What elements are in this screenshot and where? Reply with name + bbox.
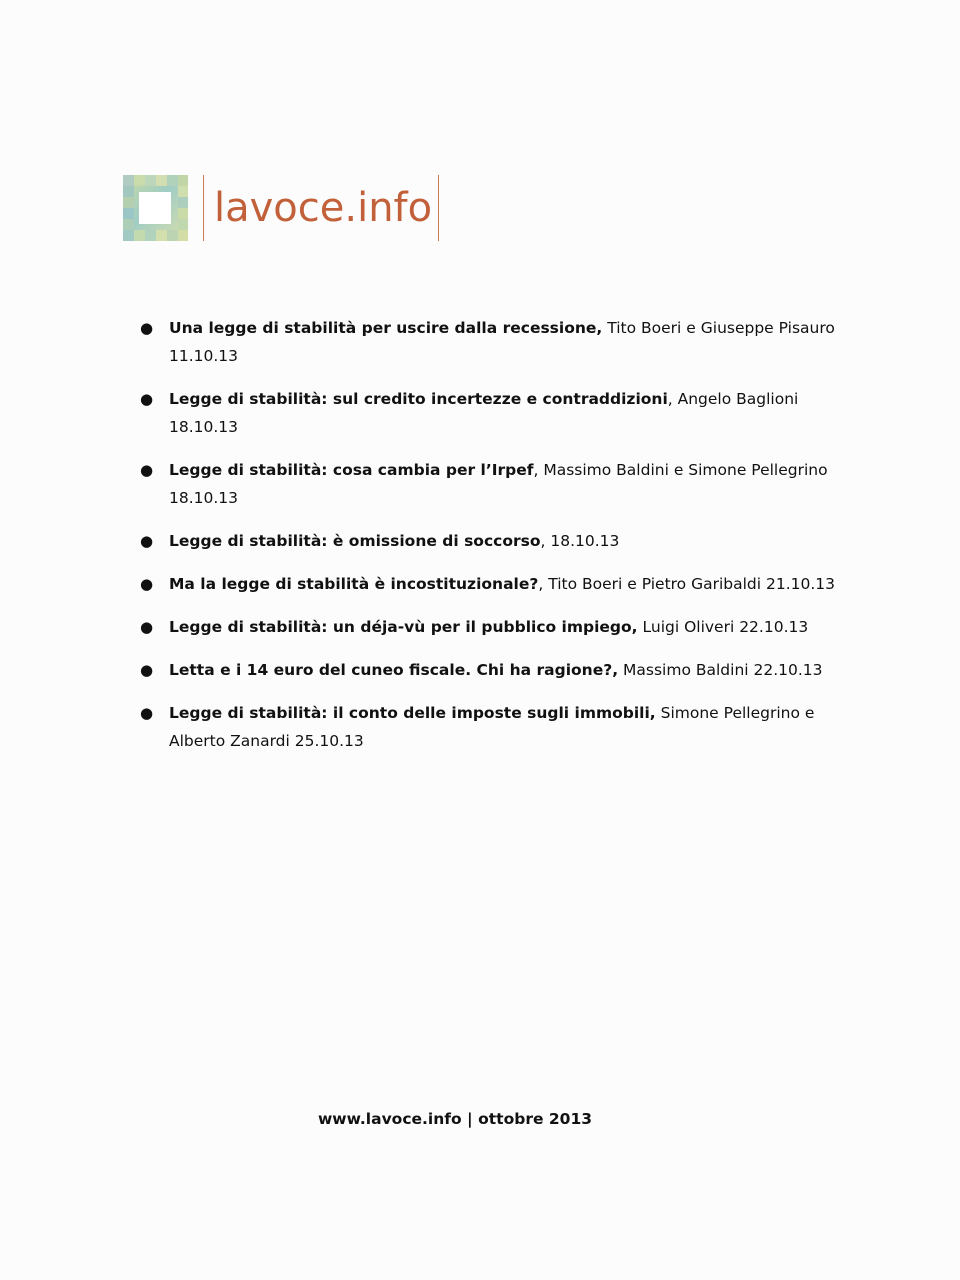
lavoce-logo xyxy=(123,175,439,241)
article-meta: Luigi Oliveri 22.10.13 xyxy=(637,618,809,636)
logo-text: lavoce.info xyxy=(214,185,433,231)
article-title: Legge di stabilità: un déja-vù per il pubblico impiego, xyxy=(169,618,638,636)
bullet-icon: ● xyxy=(140,319,154,337)
article-meta: , Massimo Baldini e Simone Pellegrino 18.10.13 xyxy=(169,461,828,507)
list-item xyxy=(140,527,840,555)
logo-divider-right xyxy=(438,175,439,241)
article-title: Legge di stabilità: è omissione di soccorso xyxy=(169,532,541,550)
list-item xyxy=(140,613,840,641)
bullet-icon: ● xyxy=(140,461,154,479)
bullet-icon: ● xyxy=(140,704,154,722)
list-item xyxy=(140,699,840,755)
list-item xyxy=(140,570,840,598)
bullet-icon: ● xyxy=(140,575,154,593)
logo-divider xyxy=(203,175,204,241)
article-meta: Massimo Baldini 22.10.13 xyxy=(618,661,823,679)
article-meta: Simone Pellegrino e Alberto Zanardi 25.10.13 xyxy=(169,704,815,750)
article-title: Legge di stabilità: il conto delle imposte sugli immobili, xyxy=(169,704,656,722)
article-title: Una legge di stabilità per uscire dalla recessione, xyxy=(169,319,603,337)
bullet-icon: ● xyxy=(140,661,154,679)
page-footer: www.lavoce.info | ottobre 2013 xyxy=(317,1110,593,1128)
logo-mark-icon xyxy=(123,175,188,241)
bullet-icon: ● xyxy=(140,618,154,636)
article-title: Legge di stabilità: cosa cambia per l’Irpef xyxy=(169,461,534,479)
article-meta: , Tito Boeri e Pietro Garibaldi 21.10.13 xyxy=(538,575,836,593)
article-list xyxy=(140,314,840,770)
article-meta: Tito Boeri e Giuseppe Pisauro 11.10.13 xyxy=(169,319,835,365)
list-item xyxy=(140,656,840,684)
article-title: Letta e i 14 euro del cuneo fiscale. Chi ha ragione?, xyxy=(169,661,619,679)
list-item xyxy=(140,456,840,512)
list-item xyxy=(140,385,840,441)
article-title: Legge di stabilità: sul credito incertezze e contraddizioni xyxy=(169,390,668,408)
article-meta: , Angelo Baglioni 18.10.13 xyxy=(169,390,799,436)
bullet-icon: ● xyxy=(140,390,154,408)
article-title: Ma la legge di stabilità è incostituzionale? xyxy=(169,575,539,593)
bullet-icon: ● xyxy=(140,532,154,550)
article-meta: , 18.10.13 xyxy=(540,532,620,550)
list-item xyxy=(140,314,840,370)
